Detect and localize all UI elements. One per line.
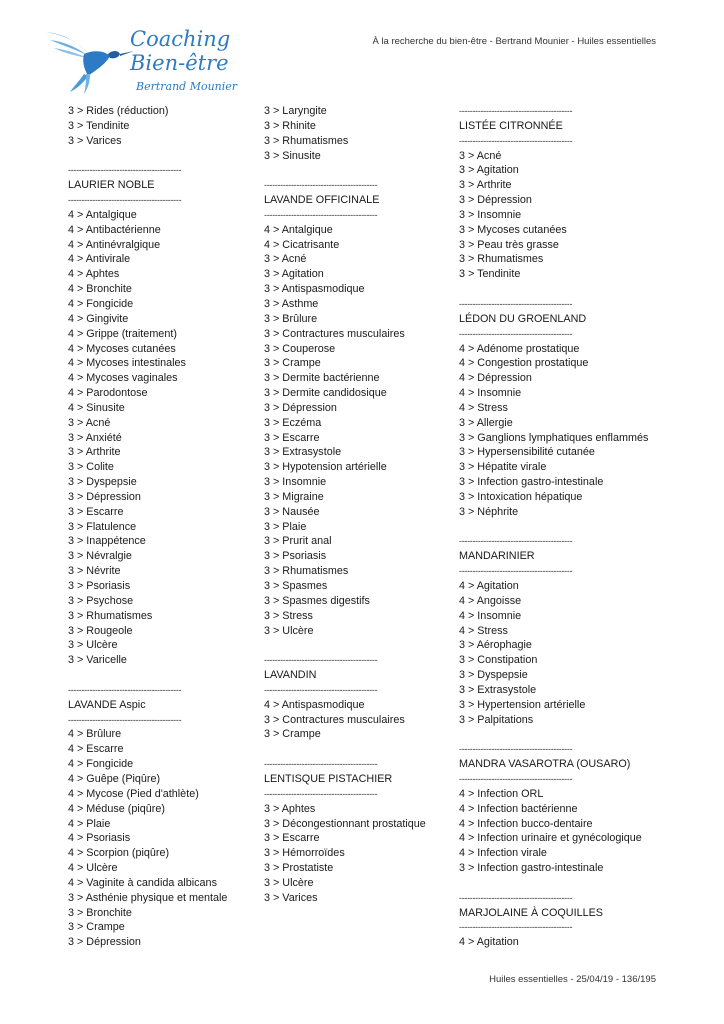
column-2 <box>264 104 454 906</box>
indication-item: 3 > Couperose <box>264 342 336 355</box>
indication-item: 3 > Dépression <box>68 490 141 503</box>
oil-heading: LAURIER NOBLE <box>68 179 155 192</box>
indication-item: 3 > Rhumatismes <box>68 609 153 622</box>
indication-item: 3 > Psychose <box>68 594 134 607</box>
oil-heading: MANDARINIER <box>459 550 535 563</box>
indication-item: 4 > Guêpe (Piqûre) <box>68 772 161 785</box>
indication-item: 3 > Allergie <box>459 416 513 429</box>
indication-item: 3 > Névrite <box>68 565 121 578</box>
indication-item: 3 > Escarre <box>264 832 320 845</box>
indication-item: 3 > Dépression <box>68 936 141 949</box>
indication-item: 4 > Mycoses vaginales <box>68 372 178 385</box>
indication-item: 3 > Flatulence <box>68 520 137 533</box>
indication-item: 4 > Mycoses intestinales <box>68 357 186 370</box>
indication-item: 3 > Hémorroïdes <box>264 847 345 860</box>
blank-line <box>264 163 454 178</box>
indication-item: 4 > Psoriasis <box>68 832 131 845</box>
indication-item: 4 > Mycose (Pied d'athlète) <box>68 787 199 800</box>
indication-item: 3 > Ulcère <box>264 624 314 637</box>
separator-line: ------------------------------------------ <box>68 195 182 206</box>
indication-item: 3 > Rhumatismes <box>264 134 349 147</box>
indication-item: 3 > Brûlure <box>264 312 318 325</box>
indication-item: 4 > Aphtes <box>68 268 120 281</box>
page-footer: Huiles essentielles - 25/04/19 - 136/195 <box>489 974 656 985</box>
indication-item: 3 > Escarre <box>264 431 320 444</box>
indication-item: 3 > Hypotension artérielle <box>264 461 387 474</box>
blank-line <box>68 668 258 683</box>
indication-item: 3 > Nausée <box>264 505 320 518</box>
indication-item: 3 > Dyspepsie <box>459 669 528 682</box>
oil-heading: LAVANDE OFFICINALE <box>264 194 380 207</box>
indication-item: 3 > Palpitations <box>459 713 534 726</box>
oil-heading: MANDRA VASAROTRA (OUSARO) <box>459 758 631 771</box>
indication-item: 3 > Tendinite <box>68 119 130 132</box>
indication-item: 4 > Congestion prostatique <box>459 357 589 370</box>
indication-item: 4 > Stress <box>459 624 508 637</box>
indication-item: 3 > Varices <box>264 891 318 904</box>
column-1 <box>68 104 258 950</box>
indication-item: 4 > Cicatrisante <box>264 238 340 251</box>
indication-item: 3 > Crampe <box>264 357 321 370</box>
indication-item: 3 > Varices <box>68 134 122 147</box>
indication-item: 3 > Rougeole <box>68 624 133 637</box>
indication-item: 3 > Constipation <box>459 654 538 667</box>
indication-item: 3 > Psoriasis <box>68 580 131 592</box>
separator-line: ------------------------------------------ <box>459 892 573 903</box>
indication-item: 4 > Infection bucco-dentaire <box>459 817 593 830</box>
indication-item: 4 > Fongicide <box>68 297 134 310</box>
indication-item: 3 > Prostatiste <box>264 862 334 875</box>
indication-item: 3 > Antispasmodique <box>264 283 365 296</box>
indication-item: 3 > Arthrite <box>68 446 121 459</box>
indication-item: 3 > Acné <box>459 149 502 162</box>
indication-item: 3 > Varicelle <box>68 654 127 667</box>
indication-item: 3 > Néphrite <box>459 505 519 518</box>
indication-item: 4 > Antalgique <box>264 223 333 236</box>
oil-heading: LAVANDE Aspic <box>68 698 146 711</box>
indication-item: 3 > Dermite candidosique <box>264 387 387 400</box>
indication-item: 3 > Escarre <box>68 505 124 518</box>
indication-item: 3 > Spasmes <box>264 580 328 592</box>
indication-item: 4 > Dépression <box>459 372 532 385</box>
indication-item: 4 > Insomnie <box>459 387 522 400</box>
indication-item: 4 > Bronchite <box>68 283 132 296</box>
separator-line: ------------------------------------------ <box>264 788 378 799</box>
indication-item: 3 > Aphtes <box>264 802 316 815</box>
indication-item: 4 > Antalgique <box>68 208 137 221</box>
indication-item: 4 > Infection bactérienne <box>459 802 578 815</box>
logo-tagline: Bertrand Mounier <box>136 80 238 93</box>
indication-item: 3 > Décongestionnant prostatique <box>264 817 426 830</box>
indication-item: 3 > Hypersensibilité cutanée <box>459 446 595 459</box>
column-3 <box>459 104 659 950</box>
indication-item: 4 > Fongicide <box>68 758 134 771</box>
indication-item: 4 > Mycoses cutanées <box>68 342 176 355</box>
separator-line: ------------------------------------------ <box>68 684 182 695</box>
indication-item: 4 > Escarre <box>68 743 124 756</box>
separator-line: ------------------------------------------ <box>459 773 573 784</box>
indication-item: 3 > Dépression <box>264 401 337 414</box>
indication-item: 3 > Crampe <box>68 921 125 934</box>
indication-item: 3 > Spasmes digestifs <box>264 594 370 607</box>
indication-item: 3 > Asthénie physique et mentale <box>68 891 228 904</box>
indication-item: 3 > Sinusite <box>264 149 321 162</box>
indication-item: 3 > Agitation <box>264 268 324 281</box>
indication-item: 4 > Ulcère <box>68 862 118 875</box>
logo-title-line1: Coaching <box>130 27 231 51</box>
indication-item: 3 > Contractures musculaires <box>264 327 405 340</box>
indication-item: 4 > Antispasmodique <box>264 698 365 711</box>
indication-item: 3 > Inappétence <box>68 535 146 548</box>
logo <box>44 24 244 96</box>
separator-line: ------------------------------------------ <box>459 744 573 755</box>
indication-item: 4 > Infection ORL <box>459 787 544 800</box>
page-header-title: À la recherche du bien-être - Bertrand Mounier - Huiles essentielles <box>372 36 656 47</box>
separator-line: ------------------------------------------ <box>459 536 573 547</box>
indication-item: 4 > Gingivite <box>68 312 129 325</box>
separator-line: ------------------------------------------ <box>459 566 573 577</box>
indication-item: 3 > Arthrite <box>459 179 512 192</box>
indication-item: 3 > Mycoses cutanées <box>459 223 567 236</box>
indication-item: 4 > Parodontose <box>68 387 148 400</box>
indication-item: 4 > Antivirale <box>68 253 131 266</box>
indication-item: 3 > Contractures musculaires <box>264 713 405 726</box>
separator-line: ------------------------------------------ <box>68 165 182 176</box>
indication-item: 4 > Agitation <box>459 936 519 949</box>
indication-item: 4 > Brûlure <box>68 728 122 741</box>
indication-item: 3 > Acné <box>68 416 111 429</box>
indication-item: 3 > Intoxication hépatique <box>459 490 583 503</box>
indication-item: 3 > Migraine <box>264 490 324 503</box>
indication-item: 3 > Plaie <box>264 520 307 533</box>
separator-line: ------------------------------------------ <box>459 298 573 309</box>
indication-item: 3 > Rhinite <box>264 119 316 132</box>
indication-item: 4 > Antibactérienne <box>68 223 161 236</box>
indication-item: 3 > Eczéma <box>264 416 322 429</box>
indication-item: 4 > Infection urinaire et gynécologique <box>459 832 642 845</box>
blank-line <box>459 727 659 742</box>
indication-item: 4 > Adénome prostatique <box>459 342 580 355</box>
indication-item: 3 > Asthme <box>264 297 319 310</box>
indication-item: 4 > Sinusite <box>68 401 125 414</box>
blank-line <box>264 638 454 653</box>
indication-item: 3 > Crampe <box>264 728 321 741</box>
indication-item: 3 > Ganglions lymphatiques enflammés <box>459 431 649 444</box>
indication-item: 3 > Ulcère <box>68 639 118 652</box>
indication-item: 3 > Acné <box>264 253 307 266</box>
oil-heading: LAVANDIN <box>264 669 317 682</box>
indication-item: 4 > Stress <box>459 401 508 414</box>
blank-line <box>68 149 258 164</box>
indication-item: 3 > Aérophagie <box>459 639 532 652</box>
separator-line: ------------------------------------------ <box>459 135 573 146</box>
separator-line: ------------------------------------------ <box>264 180 378 191</box>
indication-item: 3 > Hépatite virale <box>459 461 547 474</box>
indication-item: 4 > Grippe (traitement) <box>68 327 177 340</box>
separator-line: ------------------------------------------ <box>459 922 573 933</box>
indication-item: 3 > Rides (réduction) <box>68 105 169 117</box>
indication-item: 3 > Dyspepsie <box>68 476 137 489</box>
indication-item: 3 > Hypertension artérielle <box>459 698 586 711</box>
indication-item: 4 > Méduse (piqûre) <box>68 802 165 815</box>
indication-item: 4 > Antinévralgique <box>68 238 161 251</box>
separator-line: ------------------------------------------ <box>264 655 378 666</box>
separator-line: ------------------------------------------ <box>264 759 378 770</box>
indication-item: 3 > Rhumatismes <box>459 253 544 266</box>
indication-item: 4 > Vaginite à candida albicans <box>68 876 217 889</box>
indication-item: 3 > Peau très grasse <box>459 238 559 251</box>
blank-line <box>264 742 454 757</box>
indication-item: 3 > Prurit anal <box>264 535 332 548</box>
blank-line <box>459 282 659 297</box>
indication-item: 3 > Névralgie <box>68 550 132 563</box>
oil-heading: LISTÉE CITRONNÉE <box>459 119 563 132</box>
indication-item: 3 > Bronchite <box>68 906 132 919</box>
indication-item: 3 > Infection gastro-intestinale <box>459 862 604 875</box>
indication-item: 4 > Angoisse <box>459 594 522 607</box>
indication-item: 3 > Rhumatismes <box>264 565 349 578</box>
indication-item: 3 > Extrasystole <box>459 683 537 696</box>
hummingbird-logo-icon <box>44 24 134 94</box>
indication-item: 4 > Infection virale <box>459 847 547 860</box>
indication-item: 3 > Laryngite <box>264 105 327 117</box>
indication-item: 3 > Colite <box>68 461 114 474</box>
indication-item: 3 > Stress <box>264 609 313 622</box>
oil-heading: LÉDON DU GROENLAND <box>459 312 587 325</box>
indication-item: 3 > Psoriasis <box>264 550 327 563</box>
indication-item: 4 > Plaie <box>68 817 111 830</box>
indication-item: 4 > Insomnie <box>459 609 522 622</box>
indication-item: 3 > Dermite bactérienne <box>264 372 380 385</box>
blank-line <box>459 876 659 891</box>
indication-item: 3 > Anxiété <box>68 431 122 444</box>
indication-item: 3 > Ulcère <box>264 876 314 889</box>
oil-heading: MARJOLAINE À COQUILLES <box>459 906 603 919</box>
indication-item: 4 > Scorpion (piqûre) <box>68 847 170 860</box>
separator-line: ------------------------------------------ <box>459 328 573 339</box>
oil-heading: LENTISQUE PISTACHIER <box>264 772 393 785</box>
separator-line: ------------------------------------------ <box>459 106 573 116</box>
indication-item: 3 > Agitation <box>459 164 519 177</box>
indication-item: 3 > Infection gastro-intestinale <box>459 476 604 489</box>
indication-item: 3 > Extrasystole <box>264 446 342 459</box>
separator-line: ------------------------------------------ <box>264 684 378 695</box>
indication-item: 4 > Agitation <box>459 580 519 592</box>
separator-line: ------------------------------------------ <box>264 209 378 220</box>
indication-item: 3 > Insomnie <box>264 476 327 489</box>
logo-title-line2: Bien-être <box>130 51 229 75</box>
indication-item: 3 > Insomnie <box>459 208 522 221</box>
indication-item: 3 > Dépression <box>459 194 532 207</box>
separator-line: ------------------------------------------ <box>68 714 182 725</box>
blank-line <box>459 520 659 535</box>
indication-item: 3 > Tendinite <box>459 268 521 281</box>
